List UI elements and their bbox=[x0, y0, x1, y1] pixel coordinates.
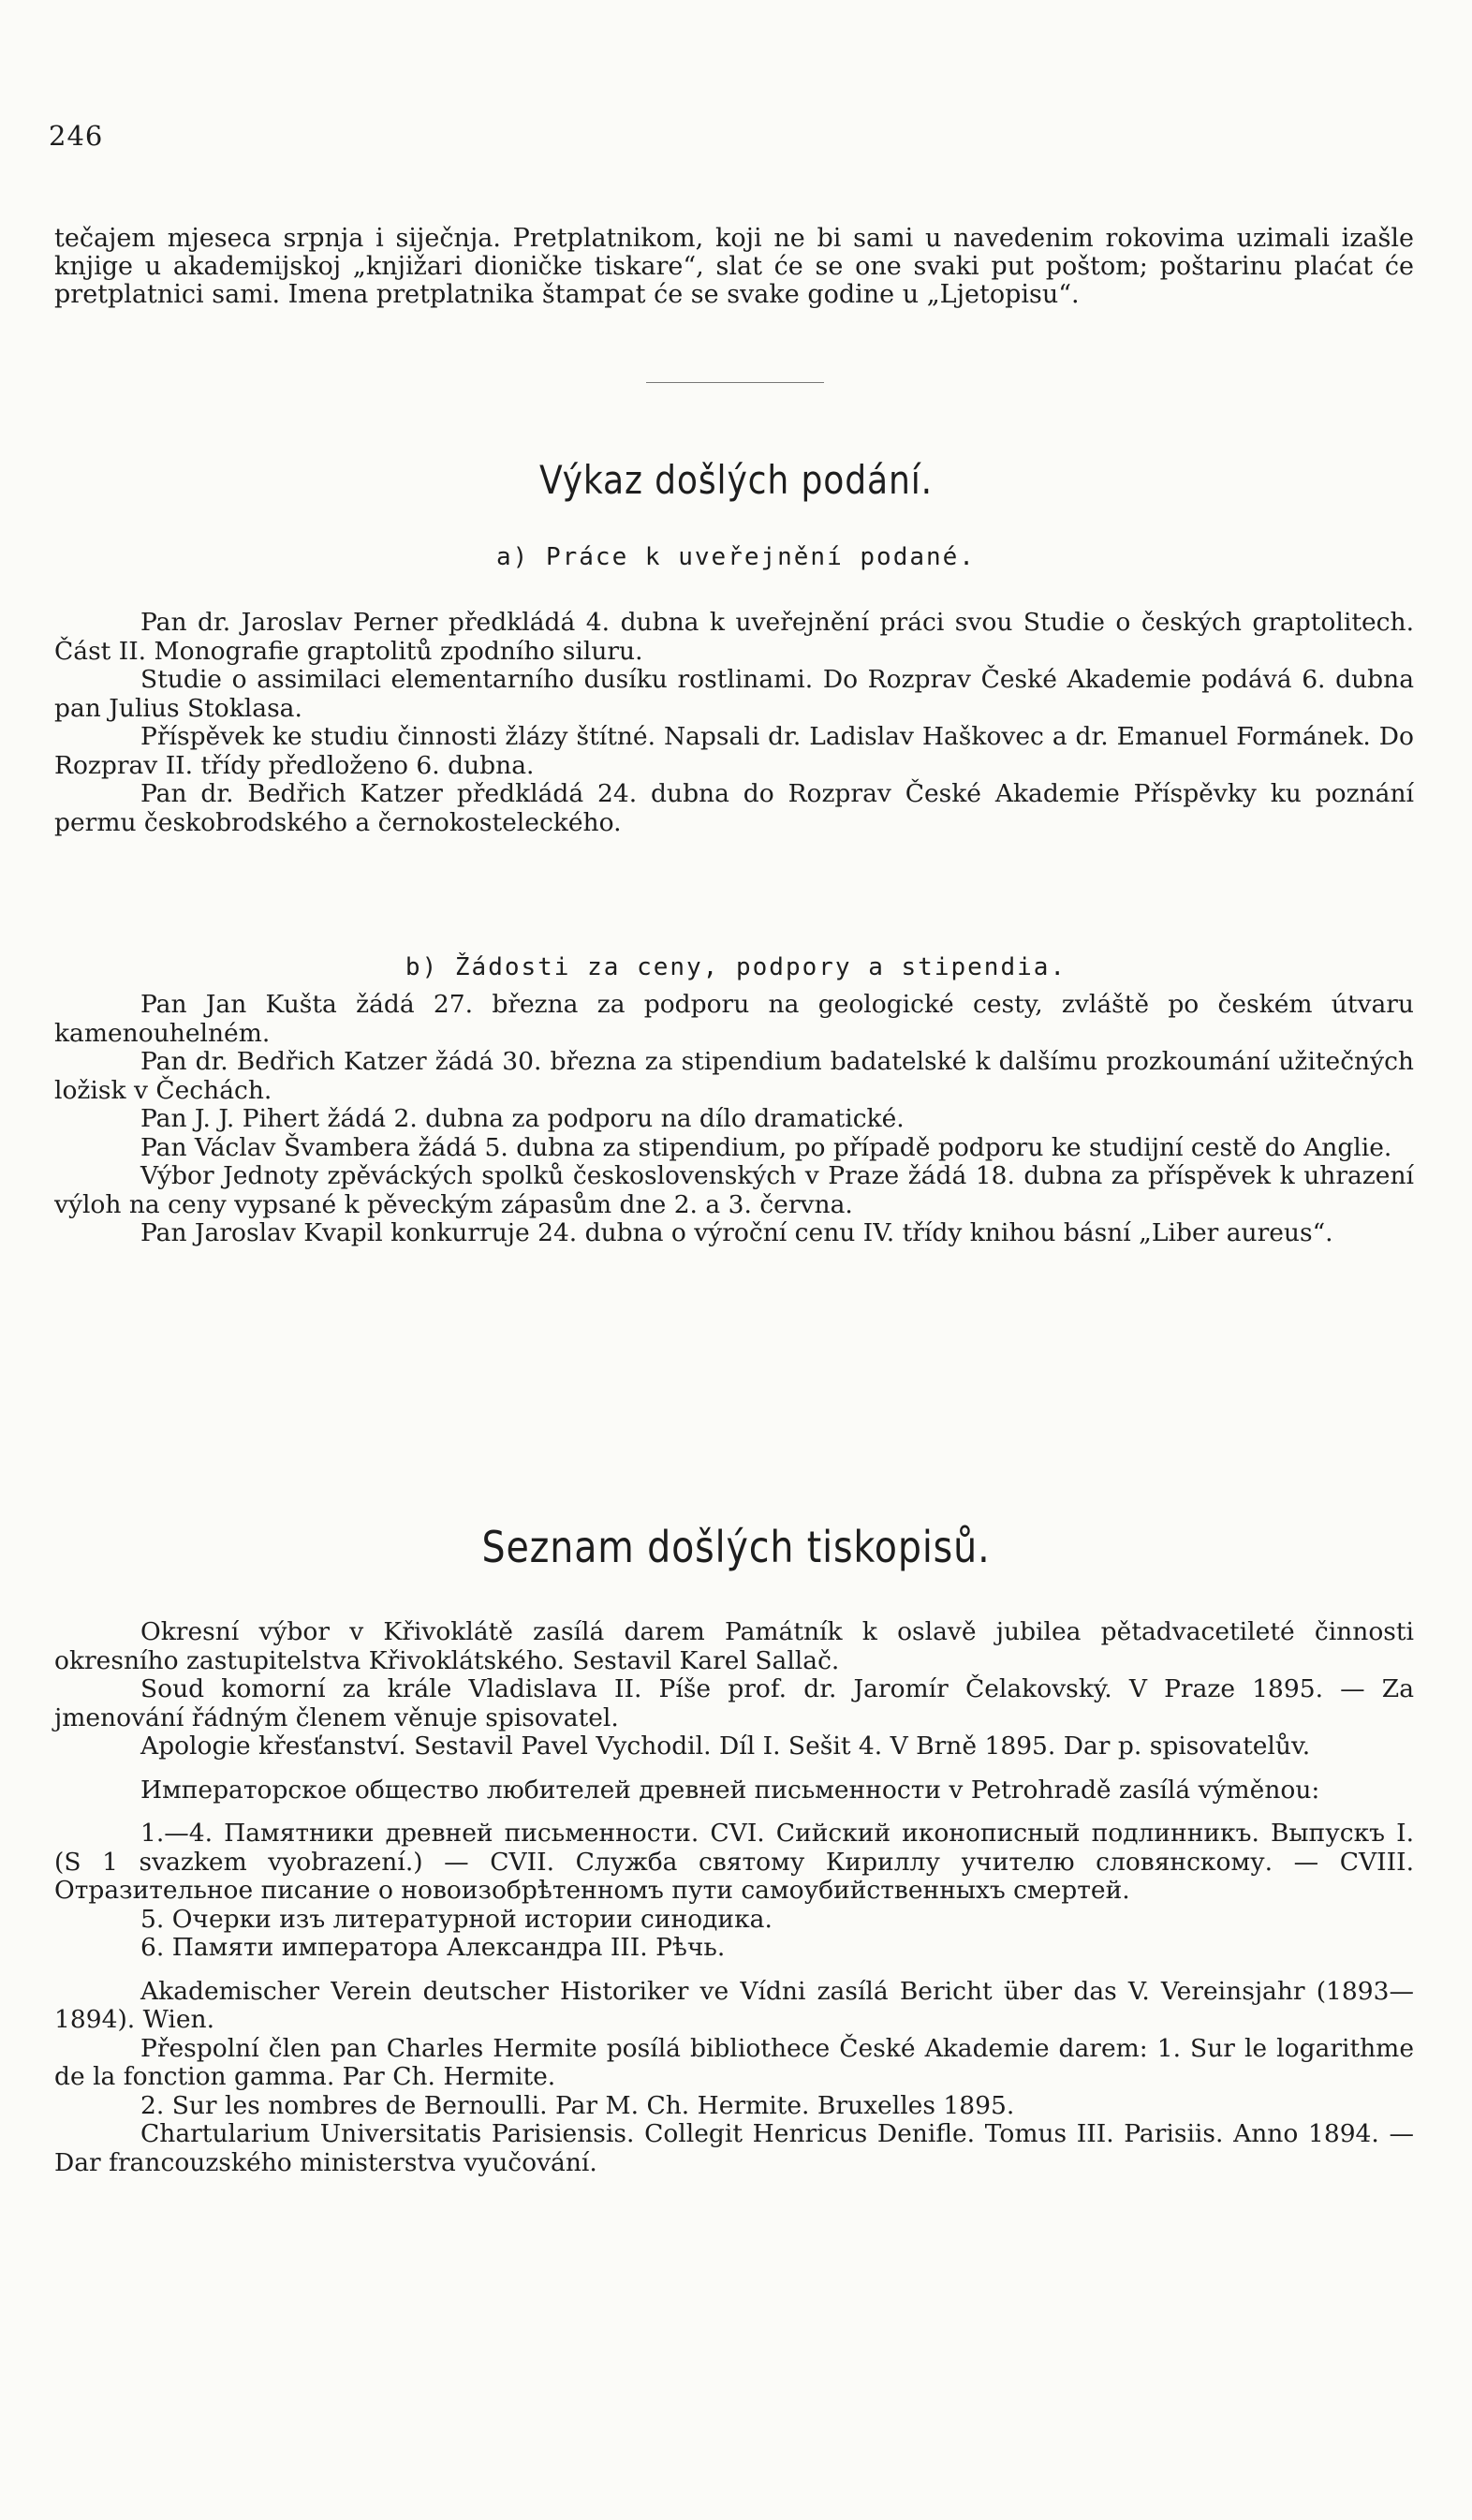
paragraph: Chartularium Universitatis Parisiensis. Collegit Henricus Denifle. Tomus III. Parisiis. Anno 1894. — Dar francouzského ministerstva vyučování. bbox=[54, 2119, 1414, 2177]
page-number: 246 bbox=[49, 120, 104, 152]
paragraph: Přespolní člen pan Charles Hermite posílá bibliothece České Akademie darem: 1. Sur le logarithme de la fonction gamma. Par Ch. Hermite. bbox=[54, 2033, 1414, 2091]
paragraph: Pan dr. Bedřich Katzer žádá 30. března za stipendium badatelské k dalšímu prozkoumání užitečných ložisk v Čechách. bbox=[54, 1047, 1414, 1105]
divider-rule bbox=[646, 382, 824, 383]
paragraph: 5. Очерки изъ литературной истории синодика. bbox=[140, 1904, 773, 1934]
paragraph: 1.—4. Памятники древней письменности. CVI. Сийский иконописный подлинникъ. Выпускъ I. (S 1 svazkem vyobrazení.) — CVII. Служба святому Кириллу учителю словянскому. — CVIII. Отразительное писание о новоизобрѣтенномъ пути самоубийственныхъ смертей. bbox=[54, 1819, 1414, 1905]
section-subtitle-zadosti: b) Žádosti za ceny, podpory a stipendia. bbox=[405, 953, 1067, 981]
paragraph: Императорское общество любителей древней письменности v Petrohradě zasílá výměnou: bbox=[140, 1775, 1320, 1805]
paragraph: Apologie křesťanství. Sestavil Pavel Vychodil. Díl I. Sešit 4. V Brně 1895. Dar p. spisovatelův. bbox=[140, 1732, 1311, 1761]
paragraph: Výbor Jednoty zpěváckých spolků československých v Praze žádá 18. dubna za příspěvek k uhrazení výloh na ceny vypsané k pěveckým zápasům dne 2. a 3. června. bbox=[54, 1161, 1414, 1219]
paragraph: Pan Jaroslav Kvapil konkurruje 24. dubna o výroční cenu IV. třídy knihou básní „Liber aureus“. bbox=[140, 1218, 1333, 1247]
paragraph: Akademischer Verein deutscher Historiker ve Vídni zasílá Bericht über das V. Vereinsjahr (1893—1894). Wien. bbox=[54, 1976, 1414, 2034]
paragraph: Pan Václav Švambera žádá 5. dubna za stipendium, po případě podporu ke studijní cestě do Anglie. bbox=[140, 1132, 1392, 1162]
section-seznam-body bbox=[54, 1618, 1414, 2177]
section-prace-body bbox=[54, 609, 1414, 837]
section-subtitle-prace: a) Práce k uveřejnění podané. bbox=[496, 543, 976, 571]
paragraph: Pan dr. Bedřich Katzer předkládá 24. dubna do Rozprav České Akademie Příspěvky ku poznání permu českobrodského a černokosteleckého. bbox=[54, 779, 1414, 837]
paragraph: 2. Sur les nombres de Bernoulli. Par M. Ch. Hermite. Bruxelles 1895. bbox=[140, 2090, 1015, 2120]
paragraph: Příspěvek ke studiu činnosti žlázy štítné. Napsali dr. Ladislav Haškovec a dr. Emanuel Formánek. Do Rozprav II. třídy předloženo 6. dubna. bbox=[54, 722, 1414, 780]
paragraph: Soud komorní za krále Vladislava II. Píše prof. dr. Jaromír Čelakovský. V Praze 1895. — Za jmenování řádným členem věnuje spisovatel. bbox=[54, 1674, 1414, 1732]
paragraph: 6. Памяти императора Александра III. Рѣчь. bbox=[140, 1933, 726, 1962]
paragraph: Studie o assimilaci elementarního dusíku rostlinami. Do Rozprav České Akademie podává 6. dubna pan Julius Stoklasa. bbox=[54, 665, 1414, 723]
section-title-seznam: Seznam došlých tiskopisů. bbox=[481, 1522, 991, 1572]
paragraph: Okresní výbor v Křivoklátě zasílá darem Památník k oslavě jubilea pětadvacetileté činnosti okresního zastupitelstva Křivoklátského. Sestavil Karel Sallač. bbox=[54, 1617, 1414, 1675]
paragraph: Pan J. J. Pihert žádá 2. dubna za podporu na dílo dramatické. bbox=[140, 1104, 905, 1133]
intro-paragraph: tečajem mjeseca srpnja i siječnja. Pretplatnikom, koji ne bi sami u navedenim rokovima uzimali izašle knjige u akademijskoj „knjižari dioničke tiskare“, slat će se one svaki put poštom; poštarinu plaćat će pretplatnici sami. Imena pretplatnika štampat će se svake godine u „Ljetopisu“. bbox=[54, 224, 1414, 309]
paragraph: Pan dr. Jaroslav Perner předkládá 4. dubna k uveřejnění práci svou Studie o českých graptolitech. Část II. Monografie graptolitů zpodního siluru. bbox=[54, 608, 1414, 666]
paragraph: Pan Jan Kušta žádá 27. března za podporu na geologické cesty, zvláště po českém útvaru kamenouhelném. bbox=[54, 990, 1414, 1048]
section-zadosti-body bbox=[54, 991, 1414, 1248]
section-title-vykaz: Výkaz došlých podání. bbox=[538, 457, 934, 503]
